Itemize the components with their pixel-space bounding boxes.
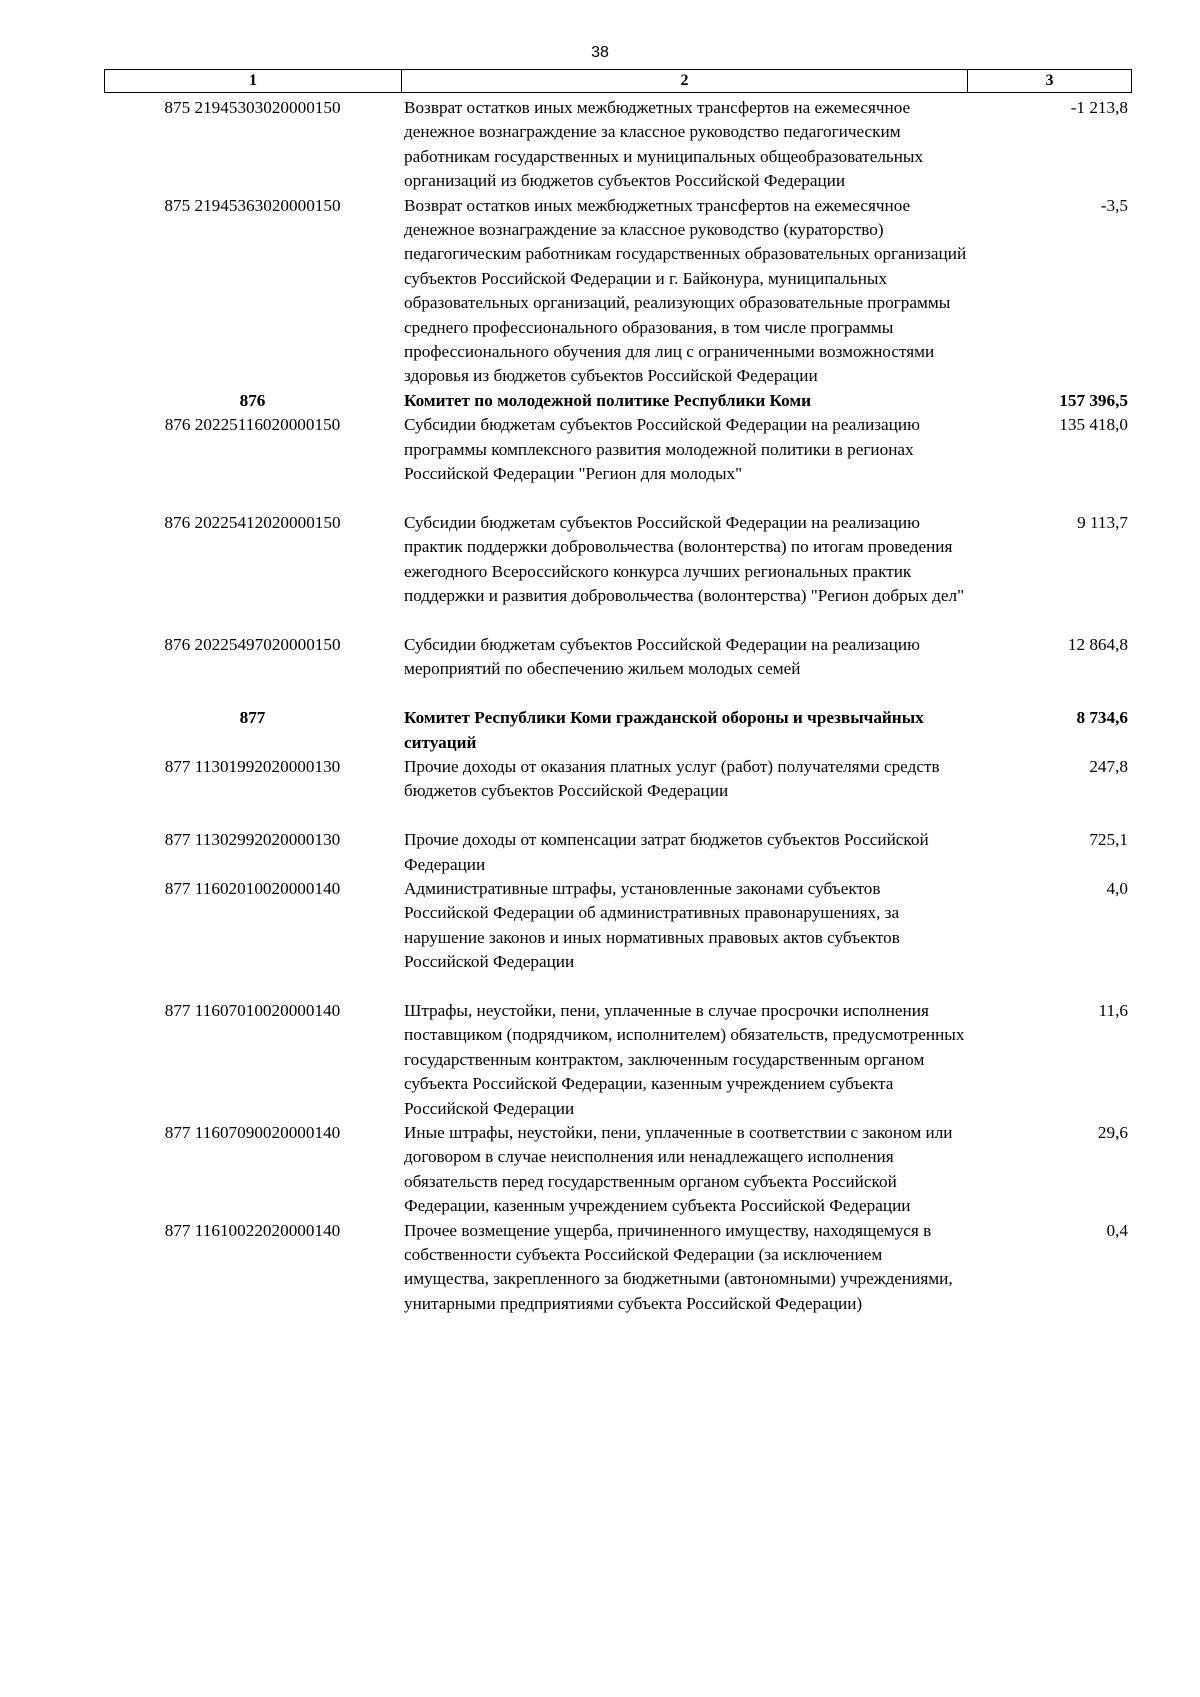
- table-row: [104, 413, 1132, 486]
- table-row: [104, 1121, 1132, 1219]
- row-code: 877 11301992020000130: [164, 756, 341, 776]
- table-row: [104, 1219, 1132, 1317]
- row-code: 875 21945303020000150: [164, 98, 341, 117]
- column-header-2: 2: [402, 70, 968, 92]
- row-amount: 9 113,7: [1077, 512, 1128, 532]
- row-code: 876 20225497020000150: [164, 634, 341, 654]
- row-code: 876 20225116020000150: [164, 415, 341, 435]
- row-code: 877 11602010020000140: [164, 878, 341, 898]
- row-amount: 29,6: [1097, 1122, 1128, 1142]
- row-description: Прочее возмещение ущерба, причиненного имуществу, находящемуся в собственности субъекта Российской Федерации (за исключением имущества, закрепленного за бюджетными (автономными) учреждениями, унитарными предприятиями субъекта Российской Федерации): [404, 1220, 953, 1313]
- table-row: [104, 999, 1132, 1121]
- row-description: Штрафы, неустойки, пени, уплаченные в случае просрочки исполнения поставщиком (подрядчиком, исполнителем) обязательств, предусмотренных государственным контрактом, заключенным государственным органом субъекта Российской Федерации, казенным учреждением субъекта Российской Федерации: [404, 1000, 965, 1118]
- row-amount: 725,1: [1089, 830, 1128, 850]
- table-row: [104, 511, 1132, 609]
- row-code: 877 11607010020000140: [164, 1000, 341, 1020]
- row-description: Субсидии бюджетам субъектов Российской Федерации на реализацию практик поддержки добровольчества (волонтерства) по итогам проведения ежегодного Всероссийского конкурса лучших региональных практик поддержки и развития добровольчества (волонтерства) "Регион добрых дел": [404, 512, 965, 606]
- row-description: Административные штрафы, установленные законами субъектов Российской Федерации об административных правонарушениях, за нарушение законов и иных нормативных правовых актов субъектов Российской Федерации: [404, 878, 900, 972]
- row-amount: 157 396,5: [1059, 390, 1128, 410]
- row-code: 875 21945363020000150: [164, 195, 341, 215]
- table-row: [104, 96, 1132, 194]
- row-code: 877 11302992020000130: [164, 830, 341, 850]
- table-header: [104, 69, 1132, 93]
- row-description: Иные штрафы, неустойки, пени, уплаченные в соответствии с законом или договором в случае неисполнения или ненадлежащего исполнения обязательств перед государственным органом субъекта Российской Федерации, казенным учреждением субъекта Российской Федерации: [404, 1122, 953, 1216]
- table-body: [104, 96, 1132, 1316]
- row-amount: 247,8: [1089, 756, 1128, 776]
- table-row: [104, 194, 1132, 389]
- row-code: 876: [239, 390, 266, 410]
- row-amount: 12 864,8: [1067, 634, 1128, 654]
- row-description: Комитет по молодежной политике Республики Коми: [404, 390, 812, 410]
- row-amount: 0,4: [1106, 1220, 1128, 1240]
- row-description: Прочие доходы от компенсации затрат бюджетов субъектов Российской Федерации: [404, 830, 929, 874]
- column-header-3: 3: [1045, 72, 1054, 89]
- table-row-section: [104, 389, 1132, 413]
- table-row: [104, 633, 1132, 682]
- column-header-1: 1: [105, 70, 402, 92]
- page-number: 38: [591, 44, 609, 61]
- row-description: Субсидии бюджетам субъектов Российской Федерации на реализацию мероприятий по обеспечению жильем молодых семей: [404, 634, 920, 679]
- row-code: 877 11610022020000140: [164, 1220, 341, 1240]
- row-code: 877 11607090020000140: [164, 1122, 341, 1142]
- row-amount: 135 418,0: [1059, 415, 1128, 435]
- row-amount: -3,5: [1100, 195, 1128, 215]
- table-row: [104, 877, 1132, 975]
- row-description: Возврат остатков иных межбюджетных трансфертов на ежемесячное денежное вознаграждение за классное руководство педагогическим работникам государственных и муниципальных общеобразовательных организаций из бюджетов субъектов Российской Федерации: [404, 98, 924, 191]
- table-row: [104, 828, 1132, 877]
- row-description: Субсидии бюджетам субъектов Российской Федерации на реализацию программы комплексного развития молодежной политики в регионах Российской Федерации "Регион для молодых": [404, 415, 920, 484]
- row-amount: -1 213,8: [1070, 98, 1128, 117]
- table-row-section: [104, 706, 1132, 755]
- row-code: 876 20225412020000150: [164, 512, 341, 532]
- row-code: 877: [239, 708, 266, 728]
- row-description: Комитет Республики Коми гражданской обороны и чрезвычайных ситуаций: [404, 708, 924, 752]
- row-amount: 11,6: [1098, 1000, 1128, 1020]
- row-description: Прочие доходы от оказания платных услуг (работ) получателями средств бюджетов субъектов Российской Федерации: [404, 756, 940, 801]
- row-amount: 8 734,6: [1076, 708, 1128, 728]
- row-amount: 4,0: [1106, 878, 1128, 898]
- row-description: Возврат остатков иных межбюджетных трансфертов на ежемесячное денежное вознаграждение за классное руководство (кураторство) педагогическим работникам государственных образовательных организаций субъектов Российской Федерации и г. Байконура, муниципальных образовательных организаций, реализующих образовательные программы среднего профессионального образования, в том числе программы профессионального обучения для лиц с ограниченными возможностями здоровья из бюджетов субъектов Российской Федерации: [404, 195, 967, 386]
- table-row: [104, 755, 1132, 804]
